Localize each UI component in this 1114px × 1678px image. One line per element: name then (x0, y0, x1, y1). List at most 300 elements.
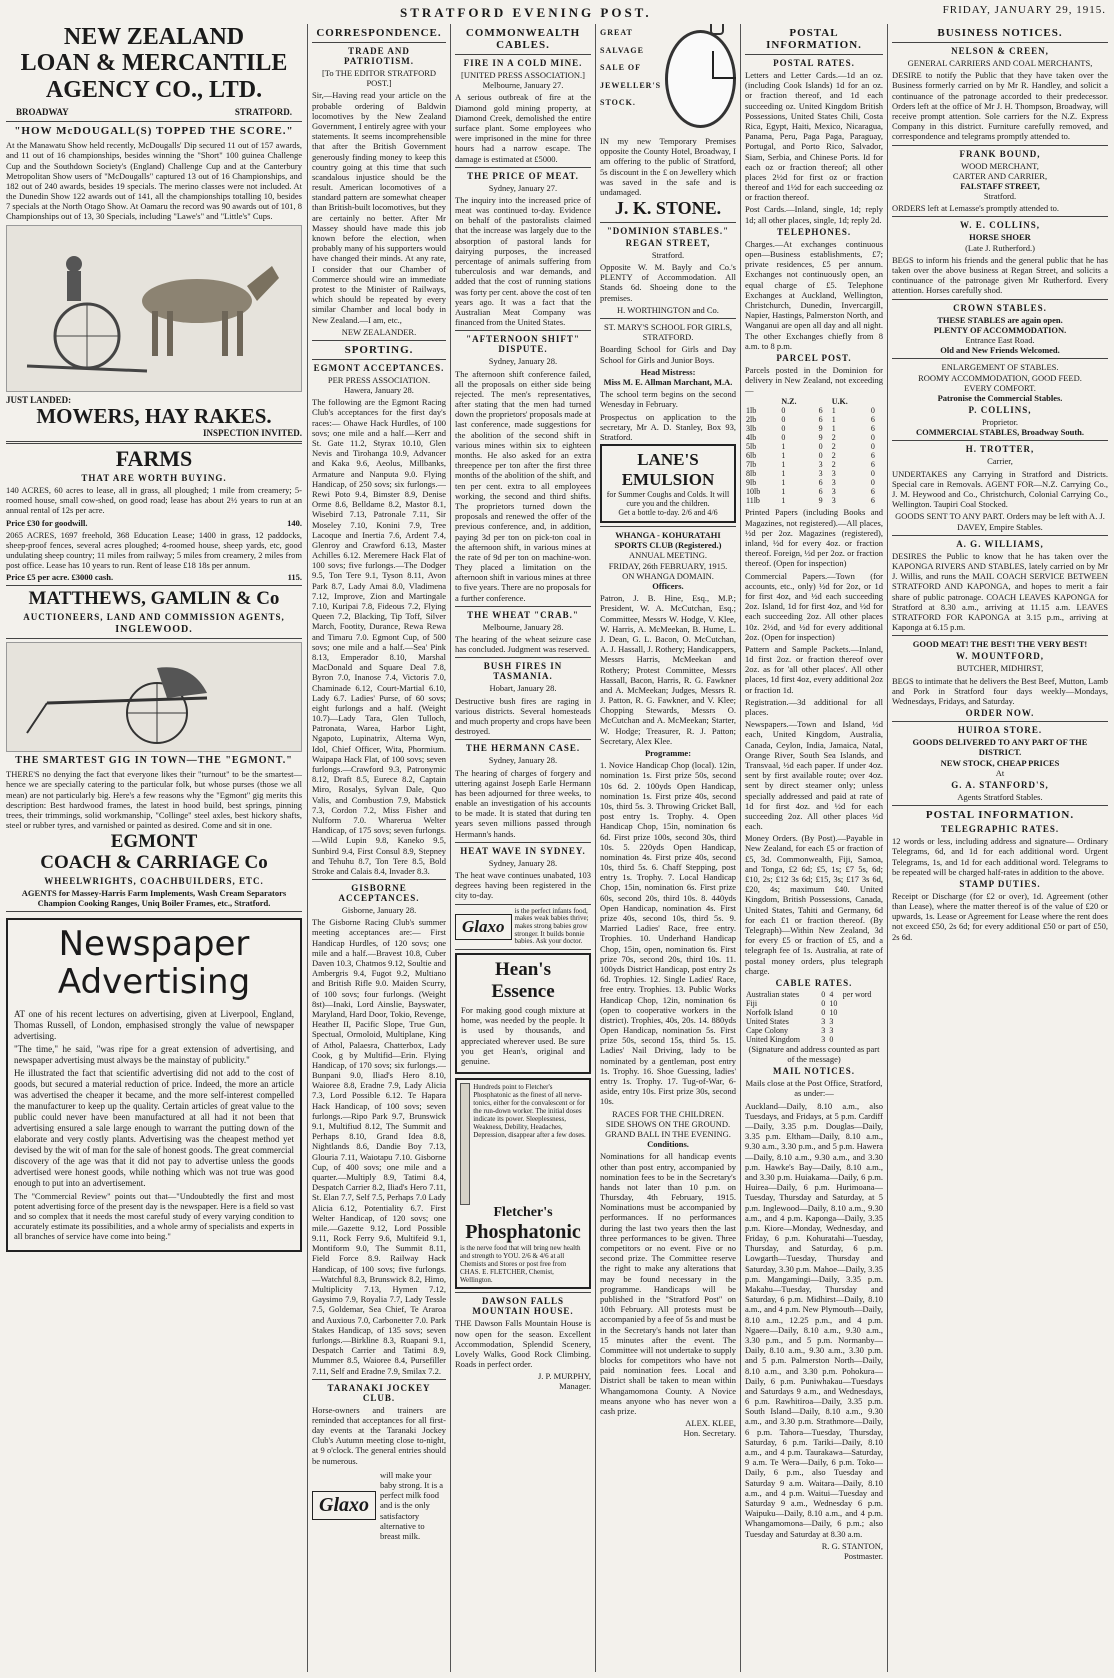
matthews-role: AUCTIONEERS, LAND AND COMMISSION AGENTS, (23, 612, 285, 623)
bush-title: BUSH FIRES IN TASMANIA. (483, 661, 563, 682)
races-children: RACES FOR THE CHILDREN. (612, 1108, 724, 1119)
table-cell: 0 (781, 406, 786, 416)
telegraph-heading: TELEGRAPHIC RATES. (940, 824, 1060, 835)
per-press: PER PRESS ASSOCIATION. (327, 374, 431, 385)
matthews-town: INGLEWOOD. (115, 624, 193, 636)
table-cell: 1 (781, 487, 786, 497)
table-row (745, 1035, 883, 1044)
inspection-invited: INSPECTION INVITED. (202, 427, 302, 438)
table-cell: 3 (831, 496, 836, 506)
farm-item-1-price: Price £30 for goodwill. (6, 517, 88, 528)
table-cell: 3 (821, 1034, 826, 1044)
afternoon-date: Sydney, January 28. (488, 356, 558, 367)
table-row (745, 487, 883, 496)
table-cell: Australian states (746, 989, 800, 999)
mountford-body: BEGS to intimate that he delivers the Best Beef, Mutton, Lamb and Pork in Stratford four days weekly—Mondays, Wednesdays, Fridays, and Saturday. (892, 675, 1108, 706)
table-header-cell (818, 397, 831, 406)
annual-meeting: ANNUAL MEETING. (628, 550, 708, 561)
postal2-heading: POSTAL INFORMATION. (925, 809, 1075, 822)
table-cell: 0 (870, 433, 875, 443)
telephones-body: Charges.—At exchanges continuous open—Business establishments, £7; private residences, £5 per annum. Exchanges not continuously open, an equal charge of £5. Telephone Exchanges at Auckland, Wellington, Christchurch, Dunedin, Invercargill, Napier, Hastings, Palmerston North, and Wanganui are open all day and all night. The other Exchanges chiefly from 8 a.m. to 8 p.m. (745, 238, 883, 351)
table-cell: Fiji (746, 998, 758, 1008)
nz-loan-address-left: BROADWAY (16, 107, 69, 118)
farms-title: FARMS (115, 445, 193, 471)
postmaster-sign: R. G. STANTON, (821, 1540, 883, 1551)
table-cell: 9lb (746, 478, 757, 488)
gisborne-title: GISBORNE ACCEPTANCES. (338, 883, 420, 904)
crown-welcome: Old and New Friends Welcomed. (940, 345, 1060, 356)
table-cell: 8lb (746, 469, 757, 479)
officers-body: Patron, J. B. Hine, Esq., M.P.; President, W. A. McCutchan, Esq.; Committee, Messrs W. Hodge, V. Klee, W. Harris, A. McMeekan, B. Hume, L. J. Dean, G. L. Bacon, O. McCutchan, A. J. Hassall, J. Rothery; Handicappers, Messrs Harris, McMeekan and Rothery; Protest Committee, Messrs Hassall, Bacon, Harris, R. G. Fawkner and A. McMeekan; Judges, Messrs R. J. Patton, R. G. Fawkner, and V. Klee; Chopping Stewards, Messrs O. McCutchan and A. McMeekan; Starter, W. Hodge; Treasurer, R. J. Patton; Secretary, Alex Klee. (600, 593, 736, 746)
head-name: Miss M. E. Allman Marchant, M.A. (603, 376, 733, 387)
meat-date: Sydney, January 27. (488, 182, 558, 193)
egmont-acceptances-title: EGMONT ACCEPTANCES. (313, 362, 445, 373)
crown-name: CROWN STABLES. (953, 302, 1047, 313)
table-cell: 0 (781, 433, 786, 443)
annual-date: FRIDAY, 26th FEBRUARY, 1915. (608, 560, 728, 571)
nelson-body: DESIRE to notify the Public that they have taken over the Business formerly carried on by Mr R. Handley, and solicit a continuance of the patronage accorded to their predecessor. Orders left at the office of Mr J. H. Thompson, Broadway, will receive prompt attention. Sole carriers for the N.Z. Express Company in this district. Furniture carefully removed, and correspondence and telegrams promptly attended to. (892, 70, 1108, 142)
collins-late: (Late J. Rutherford.) (965, 242, 1035, 253)
newspaper-p3: He illustrated the fact that scientific advertising did not add to the cost of goods, but secured a material reduction of price. Indeed, the more an article was advertised the cheaper it became, and the more self-interest compelled the manufacturer to keep up the quality. Certain articles of great value to the public could never have been manufactured at all had it not been that advertising ensured a sale large enough to warrant the putting down of the elaborate and very costly plants. Advertising was the cheapest method yet devised by the wit of man for the sale of honest goods. The great commercial discovery of the age was that it did not pay to advertise unless the goods advertised were honest goods, while nothing which was not true was good enough to put into an advertisement. (14, 1068, 294, 1188)
table-cell: 6 (818, 406, 823, 416)
trotter-carrier: Carrier, (987, 456, 1013, 467)
nz-loan-line2: LOAN & MERCANTILE (20, 50, 288, 77)
table-cell: 10 (829, 1007, 838, 1017)
hermann-body: The hearing of charges of forgery and uttering against Joseph Earle Hermann has been adjourned for three weeks, to enable an investigation of his accounts to be made. It is stated that during ten years seven millions passed through Hermann's hands. (455, 767, 591, 839)
table-cell: 2 (831, 433, 836, 443)
newspapers-body: Newspapers.—Town and Island, ½d each, United Kingdom, Australia, Canada, Ceylon, India, Jamaica, Natal, Orange River, South Sea Islands, and Transvaal, ½d each paper. If under 4oz. sent by first available route; over 4oz. sent by direct steamer only; unless specially addressed and paid at rate of 1d for first 4oz. and ½d for each succeeding 2oz. All other places ½d each. (745, 719, 883, 832)
registration-body: Registration.—3d additional for all places. (745, 696, 883, 717)
parcel-heading: PARCEL POST. (776, 352, 852, 363)
farm-item-1-no: 140. (287, 517, 302, 528)
table-cell: 6 (818, 478, 823, 488)
frank-name: FRANK BOUND, (959, 148, 1041, 159)
table-row (745, 999, 883, 1008)
table-row (745, 478, 883, 487)
newspaper-advertising-box (6, 918, 302, 1251)
column-5 (745, 24, 883, 1672)
hermann-title: THE HERMANN CASE. (465, 743, 581, 754)
dawson-role: Manager. (559, 1381, 591, 1392)
hawera-date: Hawera, January 28. (344, 385, 414, 396)
crown-plenty: PLENTY OF ACCOMMODATION. (933, 324, 1067, 335)
dawson-title: DAWSON FALLS MOUNTAIN HOUSE. (472, 1296, 574, 1317)
conditions-body: Nominations for all handicap events other than post entry, accompanied by nomination fees to be in the Secretary's hands not later than 10 p.m. on Thursday, 4th February, 1915. Nominations must be accompanied by performances. If no performances during the last two years then the last three performances to be given. Three competitors or no event. Five or no second prize. The Committee reserve the right to make any alterations that may be found necessary in the programme. Handicaps will be published in the "Stratford Post" on 10th February. All protests must be accompanied by a fee of 5s and must be in the Secretary's hands not later than 15 minutes after the event. The Committee will not undertake to supply blocks for competitors who have not paid nomination fees. Local and District shall be taken to mean within Whangamomona County. A Novice means anyone who has never won a cash prize. (600, 1151, 736, 1417)
table-cell: 6 (870, 496, 875, 506)
fire-body: A serious outbreak of fire at the Diamond gold mining property, at Diamond Creek, demolished the entire surface plant. Some employees who were imprisoned in the mine for three hours had a narrow escape. The damage is estimated at £5000. (455, 92, 591, 164)
post-cards-body: Post Cards.—Inland, single, 1d; reply 1d; all other places, single, 1d; reply 2d. (745, 204, 883, 225)
table-row (745, 433, 883, 442)
masthead (0, 0, 1114, 22)
table-row (745, 1008, 883, 1017)
cable-heading: CABLE RATES. (775, 977, 853, 988)
table-header-cell (870, 397, 883, 406)
telegraph-body: 12 words or less, including address and signature— Ordinary Telegrams, 6d, and 1d for each additional word. Urgent Telegrams, 1s, and 1d for each additional word. Telegrams to be repeated will be charged half-rates in addition to the above. (892, 836, 1108, 877)
masthead-title: STRATFORD EVENING POST. (400, 5, 652, 20)
column-6 (892, 24, 1108, 1672)
table-header (745, 397, 883, 406)
grand-ball: GRAND BALL IN THE EVENING. (605, 1128, 731, 1139)
just-landed: JUST LANDED: (6, 394, 72, 405)
mail-body: Auckland—Daily, 8.10 a.m., also Tuesdays, and Fridays, at 5 p.m. Cardiff—Daily, 3.35 p.m. Douglas—Daily, 3.35 p.m. Eltham—Daily, 8.10 a.m., 9.30 a.m., 3.30 p.m., and 5 p.m. Hawera—Daily, 8.10 a.m., 9.30 a.m., and 3.30 p.m. Hawke's Bay—Daily, 8.10 a.m., and 3.30 p.m. Huiakama—Daily, 6 p.m. Huirea—Daily, 6 p.m. Hurimoana—Tuesday, Thursday and Saturday, at 5 p.m. Inglewood—Daily, 8.10 a.m., 9.30 a.m., and 4 p.m. Kaponga—Daily, 3.35 p.m. Kiore—Monday, Wednesday, and Friday, 6 p.m. Kohuratahi—Tuesday, Thursday, and Saturday, 6 p.m. Lowgarth—Tuesday, Thursday and Saturday, 3.30 p.m. Mahoe—Daily, 3.35 p.m. Mangamingi—Daily, 3.35 p.m. Makahu—Tuesday, Thursday and Saturday, 6 p.m. Midhirst—Daily, 8.10 a.m., and 4 p.m. New Plymouth—Daily, 8.10 a.m., 12.25 p.m., and 4 p.m. Ngaere—Daily, 8.10 a.m., 9.30 a.m., 3.30 p.m., and 5 p.m. Normanby—Daily, 8.10 a.m., 9.30 a.m., 3.30 p.m. and 5 p.m. Palmerston North—Daily, 8.10 a.m., and 3.30 p.m. Pohokura—Daily, 6 p.m. Puniwhakau—Tuesdays and Saturdays 9 a.m., and Wednesdays, 6 p.m. Rawhitiroa—Daily, 3.35 p.m. South Island—Daily, 8.10 a.m., 9.30 a.m., and 3.30 p.m. Strathmore—Daily, 6 p.m. Tahora—Tuesday, Thursday, Saturday, 6 p.m. Tariki—Daily, 8.10 a.m., and 4 p.m. Taurakawa—Saturday, 9 a.m. Te Wera—Daily, 6 p.m. Toko—Daily, 6 p.m., also Tuesday and Saturday 9 a.m. Waitara—Daily, 8.10 a.m., and 4 p.m. Waitui—Tuesday and Saturday 9 a.m., Wednesday 6 p.m. Waipuku—Daily, 8.10 a.m., and 4 p.m. Whangamomona—Daily, 6 p.m.; also Tuesday and Saturday at 8.30 a.m. (745, 1100, 883, 1539)
crown-open: THESE STABLES are again open. (937, 314, 1063, 325)
commercial-stables: COMMERCIAL STABLES, Broadway South. (915, 427, 1085, 438)
newspaper-p4: The "Commercial Review" points out that—"Undoubtedly the first and most potent advertising force of the present day is the newspaper. Here is a field so vast and so complex that it needs the most careful study of every varying condition to accurately estimate its possibilities, and a whole army of specialists and experts in all branches of service have come into being." (14, 1190, 294, 1242)
table-row (745, 1017, 883, 1026)
glaxo-text: will make your baby strong. It is a perfect milk food and is the only satisfactory alternative to breast milk. (380, 1469, 444, 1541)
pocket-watch-icon (665, 30, 736, 128)
table-cell: 6 (870, 487, 875, 497)
dawson-body: THE Dawson Falls Mountain House is now open for the season. Excellent Accommodation, Splendid Scenery, Lovely Walks, Good Rock Climbing. Roads in perfect order. (455, 1318, 591, 1370)
letters-body: Letters and Letter Cards.—1d an oz. (including Cook Islands) 1d for an oz. or fraction thereof, and 1d each succeeding oz. United Kingdom British Possessions, United States Chili, Costa Rica, Egypt, Haiti, Mexico, Nicaragua, Panama, Peru, Paga Paga, Paraguay, Portugal, and Porto Rico, Salvador, Siam, Serbia, and Chinese Ports. Id for each oz or fraction thereof; all other places 2½d for first oz or fraction thereof and 1½d for each succeeding oz or fraction thereof. (745, 70, 883, 203)
bush-date: Hobart, January 28. (489, 683, 557, 694)
egmont-brand-1: EGMONT (110, 831, 198, 853)
table-cell: 0 (821, 989, 826, 999)
postmaster-role: Postmaster. (844, 1550, 883, 1561)
heat-title: HEAT WAVE IN SYDNEY. (460, 845, 586, 856)
store-name: HUIROA STORE. (957, 725, 1043, 736)
table-cell: 6 (870, 424, 875, 434)
table-cell: 3 (831, 469, 836, 479)
table-cell: 0 (781, 415, 786, 425)
table-cell: 3 (821, 1016, 826, 1026)
taranaki-title: TARANAKI JOCKEY CLUB. (327, 1382, 431, 1403)
horse-mower-icon (7, 226, 301, 391)
table-cell: 11lb (746, 496, 760, 506)
table-cell: 1 (781, 478, 786, 488)
frank-sub: WOOD MERCHANT, (961, 160, 1039, 171)
farms-ad (6, 447, 302, 583)
bush-body: Destructive bush fires are raging in various districts. Several homesteads and much property and crops have been destroyed. (455, 695, 591, 737)
glaxo-side: is the perfect infants food, makes weak babies thrive; makes strong babies grow stronger. It builds bonnie babies. Ask your doctor. (514, 906, 589, 946)
egmont-sub: WHEELWRIGHTS, COACHBUILDERS, ETC. (44, 876, 264, 887)
table-row (745, 460, 883, 469)
table-row (745, 415, 883, 424)
lanes-price: Get a bottle to-day. 2/6 and 4/6 (618, 508, 718, 518)
table-cell: 3 (818, 469, 823, 479)
mail-heading: MAIL NOTICES. (772, 1066, 856, 1077)
whanga-sign-role: Hon. Secretary. (683, 1428, 736, 1439)
table-header-cell (745, 397, 780, 406)
whanga-title: WHANGA - KOHURATAHI SPORTS CLUB (Registered.) (614, 530, 722, 551)
dawson-sign: J. P. MURPHY, (538, 1371, 591, 1382)
table-row (745, 451, 883, 460)
table-row (745, 442, 883, 451)
phos-side: Hundreds point to Fletcher's Phosphatonic as the finest of all nerve-tonics, either for the convalescent or for the run-down worker. The initial doses indicate its power. Sleeplessness, Weakness, Debility, Headaches, Depression, disappear after a few doses. (473, 1083, 586, 1140)
gig-illustration (6, 642, 302, 752)
table-cell: 3 (829, 1016, 834, 1026)
table-cell: 3 (818, 460, 823, 470)
table-cell: 0 (821, 998, 826, 1008)
pcollins-prop: Proprietor. (981, 417, 1019, 428)
money-body: Money Orders. (By Post).—Payable in New Zealand, for each £5 or fraction of £5, 3d. Commonwealth, Fiji, Samoa, and Tonga, £2 6d; £5, 1s; £7 5s, 6d; £10, 2s; £12 3s 6d; £15, 3s; £17 3s 6d, £20, 4s; maximum £40. United Kingdom, British Possessions, Canada, United States, Tahiti and Germany, 6d for each £1 or fraction thereof. (By Telegraph)—Within New Zealand, 3d for every £5 or fraction of £5, and a telegraph fee of 1s. Australia, at rate of postal money orders, plus telegraph charge. (745, 833, 883, 976)
table-row (745, 424, 883, 433)
table-cell: 0 (870, 442, 875, 452)
phosphatonic-box (455, 1078, 591, 1289)
table-row (745, 496, 883, 505)
table-cell: 0 (781, 424, 786, 434)
programme-heading: Programme: (644, 748, 692, 759)
table-cell: 0 (829, 1034, 834, 1044)
telephones-heading: TELEPHONES. (776, 226, 852, 237)
heans-body: For making good cough mixture at home, was needed by the people. It is used by thousands, and appreciated wherever used. Be sure you get Hean's, original and genuine. (461, 1005, 585, 1066)
table-cell: 2 (831, 451, 836, 461)
farm-item-2-no: 115. (287, 572, 302, 583)
egmont-acceptances-body: The following are the Egmont Racing Club's acceptances for the first day's races:— Ohawe Hack Hurdles, of 100 sovs; one mile and a half.—Kerr and St. Gate 11.2, Styrax 10.10, Glen Nevis and Tirohanga 10.9, Advancer and Kaka 9.6, Aeolus, Millbanks, Armature and Nanputa 9.0. Flying Handicap, of 250 sovs; six furlongs.—Rewi Poto 9.4, Bimster 8.9, Denise Orme 8.6, Belldame 8.2, Mastor 8.1, Wisebird 7.13, Patronale 7.11, Sir Moseley 7.10, Konini 7.9, Tree Lacoque and Inertia 7.6, Ardent 7.4, Glenroy and Crawford 6.13, Master Achilles 6.12. Meremere Hack Flat of 100 sovs; five furlongs.—The Dodger 9.5, Ton Tere 9.1, Tyson 8.11, Avon Park 8.7, Lady Amai 8.0, Vladimena 7.12, Improve, Zion and Martingale 7.10, Kuripai 7.8, Fideous 7.2, Flying Queen 7.2, Blacking, Tip Toff, Silver March, Footity, Durance, Rewa Rewa and Timaru 7.0. Egmont Cup, of 500 sovs; one mile and a half.—Sea' Pink 8.13, Emperador 8.10, Marshal MacDonald and Square Deal 7.8, Byron 7.0, Inanose 7.4, Victoris 7.0, Chaminade 6.12, Court-Martial 6.10, Lady 6.7. Ladies' Purse, of 60 sovs; eight furlongs and a half. (Weight 10.7)—Lady Tara, Glen Tulloch, Patronata, Warea, Harbor Light, Ngapoto, Lupinatrix, Alterna Wyn, Idol, Chief Officer, Wita, Phormium. Waipapa Hack Flat, of 100 sovs; seven furlongs.—Crawford 9.3, Patronymic 8.12, Draft 8.5, Eurece 8.2, Captain Miro, Rosalys, Sylvan Dale, Quo Valis, and Combustion 7.9, Mabstick 7.3, Cordon 7.2, Miss Fisher and Nulform 7.0. Wharerua Welter Handicap, of 175 sovs; seven furlongs.—Wild Lupin 9.8, Kaneko 9.5, Sunbird 9.4, First Consul 8.9, Stepney and Tehuhu 8.7, Ton Tere 8.5, Bold Stroke and Calais 8.4, Invader 8.3. (312, 397, 446, 876)
collins-sub: HORSE SHOER (969, 232, 1031, 243)
stone-name: J. K. STONE. (614, 198, 722, 219)
table-cell: 5lb (746, 442, 757, 452)
table-cell: 3 (831, 478, 836, 488)
table-cell (842, 1017, 883, 1026)
trade-body: Sir,—Having read your article on the probable ordering of Baldwin locomotives by the New Zealand Government, I entirely agree with your statements. It seems incomprehensible that after the British Government generously finding money to keep this country going at this time that such scandalous injustice should be the result. American locomotives of a standard pattern are somewhat cheaper than British-built locomotives, but they are certainly no better. After Mr Massey should have made this job known before the election, when probably many of his supporters would have changed their minds. At any rate, I consider that our Chamber of Commerce should wire an immediate protest to the Minister of Railways, which should be repeated by every similar Chamber and local body in New Zealand.—I am, etc., (312, 90, 446, 325)
column-rule (595, 24, 596, 1672)
meat-title: THE PRICE OF MEAT. (467, 170, 579, 181)
lanes-title: LANE'S EMULSION (621, 450, 715, 490)
new-stock: NEW STOCK, CHEAP PRICES (940, 757, 1060, 768)
table-cell: 0 (818, 451, 823, 461)
frank-sub2: CARTER AND CARRIER, (952, 170, 1048, 181)
column-rule (307, 24, 308, 1672)
fire-press: [UNITED PRESS ASSOCIATION.] (461, 70, 585, 80)
table-cell: 1 (781, 496, 786, 506)
table-cell: 0 (821, 1007, 826, 1017)
school-title: ST. MARY'S SCHOOL FOR GIRLS, STRATFORD. (603, 322, 733, 343)
table-cell (842, 1008, 883, 1017)
pcollins-name: P. COLLINS, (968, 405, 1032, 416)
column-rule (887, 24, 888, 1672)
phos-name: Phosphatonic (465, 1221, 581, 1244)
trade-sign: NEW ZEALANDER. (341, 326, 417, 337)
table-cell: 1 (831, 424, 836, 434)
stock-body: IN my new Temporary Premises opposite the County Hotel, Broadway, I am offering to the public of Stratford, 5s discount in the £ on Jewellery which was saved in the safe and is undamaged. (600, 136, 736, 197)
column-rule (740, 24, 741, 1672)
nz-loan-line1: NEW ZEALAND (63, 24, 245, 50)
taranaki-body: Horse-owners and trainers are reminded that acceptances for all first-day events at the Taranaki Jockey Club's Autumn meeting close to-night, at 9 o'clock. The general entries should be numerous. (312, 1404, 446, 1466)
agents-label: Agents Stratford Stables. (957, 791, 1043, 802)
enlarge: ENLARGEMENT OF STABLES. (941, 362, 1059, 373)
table-cell: 2 (831, 460, 836, 470)
farm-item-2: 2065 ACRES, 1697 freehold, 368 Education Lease; 1400 in grass, 12 paddocks, sheep-proof fences, several acres ploughed; 4-roomed house, sheep yards, etc, good undulating sheep country; 11 miles from railway; 5 miles from creamery, 2 miles from post office. Lease has 10 years to run. Rent of lease £18 18s per annum. (6, 529, 302, 571)
table-header-cell: N.Z. (781, 397, 797, 407)
table-cell: 2 (831, 442, 836, 452)
table-cell: 3 (821, 1025, 826, 1035)
meat-body: The inquiry into the increased price of meat was continued to-day. Evidence on behalf of the pastoralists claimed that the increase was largely due to the absorption of pastoral lands for dairying purposes, the increased percentage of animals suffering from tuberculosis and war demands, and added that the cost of running stations was forty per cent. above the cost of ten years ago. It was a fact that the Australian Meat Company was financed from the United States. (455, 194, 591, 328)
heat-body: The heat wave continues unabated, 103 degrees having been registered in the city to-day. (455, 870, 591, 901)
table-cell: Cape Colony (746, 1025, 788, 1035)
nz-loan-body: At the Manawatu Show held recently, McDougalls' Dip secured 11 out of 157 awards, and 11 out of 16 championships, besides winning the "Short" 100 guinea Challenge Cup and the Southdown Society's (England) Challenge Cup and at the Canterbury Metropolitan Show users of "McDougalls" captured 13 out of 16 Championships, and 182 out of 240 awards, besides 19 specials. The merino classes were not included. At the Dunedin Show 122 awards out of 141, all the championships totalling 10, besides 7 specials at the North Otago Show. At Oamaru the record was 90 awards out of 101, 8 Championships out of 13, 30 Specials, including "Lawe's" and "Little's" Cups. (6, 140, 302, 222)
frank-addr: FALSTAFF STREET, (960, 180, 1040, 191)
matthews-name: MATTHEWS, GAMLIN & Co (28, 588, 280, 610)
collins-name: W. E. COLLINS, (960, 220, 1040, 231)
table-row (745, 990, 883, 999)
column-4 (600, 24, 736, 1672)
lanes-box (600, 444, 736, 523)
nelson-name: NELSON & CREEN, (951, 46, 1049, 56)
table-row (745, 406, 883, 415)
whanga-domain: ON WHANGA DOMAIN. (622, 570, 714, 581)
table-cell: 3lb (746, 424, 757, 434)
egmont-brand-2: COACH & CARRIAGE Co (40, 852, 268, 874)
wheat-title: THE WHEAT "CRAB." (467, 609, 579, 620)
table-cell: 6lb (746, 451, 757, 461)
sale-label: SALE OF (600, 63, 642, 73)
column-1 (6, 24, 302, 1672)
mower-illustration (6, 225, 302, 392)
regan-street: REGAN STREET, (625, 237, 711, 248)
school-prosp: Prospectus on application to the secretary, Mr A. D. Stanley, Box 93, Stratford. (600, 411, 736, 442)
commonwealth-heading: COMMONWEALTH CABLES. (465, 27, 581, 51)
table-cell: Norfolk Island (746, 1007, 793, 1017)
salvage-label: SALVAGE (600, 45, 644, 55)
fire-date: Melbourne, January 27. (482, 80, 564, 91)
officers-heading: Officers. (652, 581, 684, 592)
every-comfort: EVERY COMFORT. (964, 382, 1036, 393)
cable-table (745, 990, 883, 1044)
table-cell: 10 (829, 998, 838, 1008)
wheat-date: Melbourne, January 28. (482, 621, 564, 632)
table-cell: 1 (781, 460, 786, 470)
table-cell: 6 (870, 451, 875, 461)
frank-body: ORDERS left at Lemasse's promptly attended to. (892, 203, 1060, 214)
lanes-sub: for Summer Coughs and Colds. It will cure you and the children. (606, 490, 730, 509)
table-header-cell: U.K. (831, 397, 848, 407)
table-row (745, 1026, 883, 1035)
table-cell: 9 (818, 424, 823, 434)
table-cell: 6 (818, 415, 823, 425)
table-row (745, 469, 883, 478)
glaxo-logo-icon: Glaxo (312, 1491, 376, 1520)
stamp-heading: STAMP DUTIES. (959, 878, 1041, 889)
table-cell: 0 (818, 442, 823, 452)
business-heading: BUSINESS NOTICES. (937, 27, 1063, 39)
conditions-heading: Conditions. (647, 1139, 689, 1150)
phos-brand: Fletcher's (493, 1205, 553, 1221)
table-cell (842, 999, 883, 1008)
school-term: The school term begins on the second Wenesday in February. (600, 389, 736, 410)
newspaper-p1: AT one of his recent lectures on advertising, given at Liverpool, England, Thomas Russell, of London, emphasised strongly the value of newspaper advertising. (14, 1009, 294, 1042)
dominion-body: Opposite W. M. Bayly and Co.'s PLENTY of Accommodation. All Stands 6d. Shoeing done to the premises. (600, 262, 736, 303)
table-cell: 0 (870, 406, 875, 416)
table-cell (842, 1035, 883, 1044)
egmont-agents: AGENTS for Massey-Harris Farm Implements, Wash Cream Separators Champion Cooking Ranges, Uniq Boiler Frames, etc., Stratford. (21, 888, 287, 909)
bottle-icon (460, 1083, 470, 1205)
patronise: Patronise the Commercial Stables. (937, 392, 1063, 403)
jewellers-label: JEWELLER'S (600, 80, 662, 90)
hermann-date: Sydney, January 28. (488, 755, 558, 766)
roomy: ROOMY ACCOMMODATION, GOOD FEED. (918, 372, 1082, 383)
gisborne-body: The Gisborne Racing Club's summer meeting acceptances are:— First Handicap Hurdles, of 120 sovs; one mile and a half.—Bravest 10.8, Cuber Daven 10.3, Chatmos 9.12, Soultie and Ambergris 9.4, Fugot 9.2, Multiano and British Rifle 9.0. Maiden Scurry, of 100 sovs; four furlongs. (Weight 8st)—Inaki, Lord Ainslie, Bayswater, Maryland, Hard Door, Tokio, Revenge, Heather II, Pacific Slope, True Gun, Spectual, Ormoloid, Multiplane, King of Athol, Palaesra, Chatterbox, Lady Cook, g by Multifid—Erin. Flying Handicap, of 170 sovs; six furlongs.—Bunpani 9.0, Iliad's Hero 8.10, Waioree 8.8, Eradne 7.9, Lady Alicia 7.3, Lord Possible 6.12. Te Hapara Hack Handicap, of 100 sovs; seven furlongs.—Ripo Park 9.7, Brunswick 9.1, Multifiud 8.12, The Summit and Perhaps 8.10, Grand Idea 8.8, Nightlands 8.6, Dandie Boy 7.13, Glouria 7.11, Waiotapu 7.10. Gisborne Cup, of 400 sovs; one mile and a quarter.—Multiply 8.9, Tatimi 8.4, Despatch Carrier 8.2, Iliad's Hero 7.11, St. Elan 7.7, Self 7.5, Perhaps 7.0 Lady Alicia 6.12, Potentiality 6.7. First Welter Handicap, of 120 sovs; one mile.—Gazette 9.12, Lord Possible 9.11, Rock Ferry 9.6, Multifeid 9.1, Montiform 9.0, The Summit 8.11, Field Force 8.9. Railway Hack Handicap, of 100 sovs; five furlongs.—Watchful 8.3, Brunswick 8.2, Himo, Multiplicity 7.13, Hymen 7.12, Gaysimo 7.9, Royalia 7.7, Lady Tessle 7.5, Goldemar, Sea Chief, Te Araroa and Auxious 7.0, Carbonetter 7.0. Park Stakes Handicap, of 135 sovs; seven furlongs.—Birkline 8.3, Ruapani 9.1, Despatch Carrier and Tatimi 8.9, Mummer 8.5, Waioree 8.4, Pursefiller 7.11, Self and Eradne 7.9, Smilax 7.2. (312, 917, 446, 1376)
stamp-body: Receipt or Discharge (for £2 or over), 1d. Agreement (other than Lease), where the matter thereof is of the value of £20 or upwards, 1s. Lease or Agreement for Lease where the rent does not exceed £50, 2s 6d; for every additional £50 or part of £50, 2s 6d. (892, 890, 1108, 942)
side-shows: SIDE SHOWS ON THE GROUND. (605, 1118, 731, 1129)
glaxo-logo-icon: Glaxo (455, 914, 512, 940)
stanford-name: G. A. STANFORD'S, (951, 779, 1049, 790)
postal-heading: POSTAL INFORMATION. (766, 27, 862, 51)
table-cell: 6 (870, 415, 875, 425)
trotter-body: UNDERTAKES any Carrying in Stratford and Districts. Special care in Removals. AGENT FOR—N.Z. Carrying Co., J. M. Heywood and Co., Christchurch, Colonial Carrying Co., Wellington. Taupiri Coal Stocked. (892, 468, 1108, 510)
table-cell: 7lb (746, 460, 757, 470)
column-3 (455, 24, 591, 1672)
newspaper-p2: "The time," he said, "was ripe for a great extension of advertising, and newspaper advertising must always be the mainstay of publicity." (14, 1044, 294, 1066)
good-meat: GOOD MEAT! THE BEST! THE VERY BEST! (912, 639, 1088, 650)
order-now: ORDER NOW. (965, 708, 1035, 719)
egmont-headline: THE SMARTEST GIG IN TOWN—THE "EGMONT." (15, 755, 293, 767)
pattern-body: Pattern and Sample Packets.—Inland, 1d first 2oz. or fraction thereof over 2oz. as for 'all other places'. All other places, 1d first 4oz, every additional 2oz or fraction 1d. (745, 643, 883, 695)
nz-loan-ad (6, 24, 302, 438)
table-cell: 2lb (746, 415, 757, 425)
table-cell (842, 1026, 883, 1035)
table-cell: 4 (829, 989, 834, 999)
stock-label: STOCK. (600, 98, 636, 108)
cable-note: (Signature and address counted as part of the message) (748, 1043, 880, 1065)
programme-body: 1. Novice Handicap Chop (local). 12in, nomination 1s. First prize 50s, second 10s 6d. 2. 100yds Open Handicap, nomination 1s. First prize 40s, second 10s, third 5s. 3. Throwing Cricket Ball, post entry 1s. Trophy. 4. Open Handicap Chop, 15in, nomination 6s 6d. First prize 100s, second 30s, third 10s. 5. 220yds Open Handicap, nomination 4s. First prize 40s, second 10s, third 5s. 6. Chaff Stepping, post entry 1s. Trophy. 7. Local Handicap Chop, 15in, nomination 6s. First prize 60s, second 20s, third 10s. 8. 440yds Open Handicap, nomination 4s. First prize 40s, second 10s, third 5s. 9. Married Ladies' Race, free entry. Trophies. 10. Underhand Handicap Chop, 15in, open, nomination 6s. First prize 70s, second 20s, third 10s. 11. 100yds District Handicap, post entry 2s 6d. Trophies. 12. Single Ladies' Race, free entry. Trophies. 13. Public Works Handicap Chop, 12in, nomination 6s (open to cooperative workers in the district). Trophies, 40s, 20s. 14. 880yds Open Handicap, nomination 5s. First prize 50s, second 15s, third 5s. 15. Ladies' Nail Driving, lady to be nominated by a gentleman, post entry 1s. Trophy. 16. Shoe Guessing, ladies' entry 1s. Trophy. 17. Tug-of-War, 6-aside, entry 10s. First prize 30s, second 10s. (600, 760, 736, 1107)
whanga-sign: ALEX. KLEE, (685, 1418, 736, 1429)
parcel-body: Parcels posted in the Dominion for delivery in New Zealand, not exceeding— (745, 364, 883, 396)
table-cell: United Kingdom (746, 1034, 800, 1044)
nz-loan-headline: "HOW McDOUGALL(S) TOPPED THE SCORE." (14, 125, 294, 138)
masthead-date: FRIDAY, JANUARY 29, 1915. (942, 4, 1106, 16)
afternoon-title: "AFTERNOON SHIFT" DISPUTE. (466, 334, 580, 355)
table-cell: 1 (831, 406, 836, 416)
phos-foot: is the nerve food that will bring new health and strength to YOU. 2/6 & 4/6 at all Chemists and Stores or post free from CHAS. E. FLETCHER, Chemist, Wellington. (460, 1244, 581, 1285)
table-cell: 0 (870, 469, 875, 479)
column-rule (450, 24, 451, 1672)
afternoon-body: The afternoon shift conference failed, all the proposals on either side being rejected. The men's representatives, after stating that the men had turned down the proprietors' proposals made at last conference, made suggestions for the abolition of the second shift in various mines within six to eighteen months. He also asked for an extra threepence per ton after the first three months of the abolition of the shift, and ten per cent. extra to all employees working, the second and third shifts. The proprietors turned down the proposals and renewed the offer of the previous conference, and, in addition, paying 3d per ton on pick-ton coal in the afternoon shift, in various mines at the rate of 9d per ton on machine-won. They placed a limitation on the afternoon shift in various mines at three to five years. There are no proposals for a further conference. (455, 368, 591, 603)
table-cell: 1lb (746, 406, 757, 416)
newspaper-advertising-title-1: Newspaper (58, 924, 250, 965)
regan-town: Stratford. (651, 249, 685, 260)
parcel-table (745, 397, 883, 505)
wheat-body: The hearing of the wheat seizure case has concluded. Judgment was reserved. (455, 634, 591, 655)
correspondence-heading: CORRESPONDENCE. (316, 27, 442, 39)
table-cell: 3 (831, 487, 836, 497)
frank-town: Stratford. (983, 191, 1017, 202)
table-cell: 9 (818, 433, 823, 443)
mountford-name: W. MOUNTFORD, (956, 651, 1044, 662)
table-cell: United States (746, 1016, 789, 1026)
egmont-body: THERE'S no denying the fact that everyone likes their "turnout" to be the smartest—hence we are specially catering to the particular folk, but whose purses (those we all mean) are not particularly big. Here's a few reasons why the "Egmont" gig merits this description: Best hardwood frames, the latest in hood build, best springs, pinning trees, their trimmings, solid workmanship, "Collinge" steel axles, best hickory shafts, steel or rubber tyres, and varnished or painted as desired. Come and sit in one. (6, 769, 302, 831)
crown-entrance: Entrance East Road. (965, 334, 1035, 345)
trade-title: TRADE AND PATRIOTISM. (344, 46, 414, 66)
table-cell: 10lb (746, 487, 761, 497)
great-label: GREAT (600, 28, 633, 37)
heans-title: Hean's Essence (491, 959, 555, 1002)
farm-item-1: 140 ACRES, 60 acres to lease, all in grass, all ploughed; 1 mile from creamery; 5-roomed house, small cow-shed, on good road; lease has about 2½ years to run at an annual rental of 12s per acre. (6, 484, 302, 516)
table-cell: 4lb (746, 433, 757, 443)
table-cell: 6 (818, 487, 823, 497)
mowers-hay-rakes: MOWERS, HAY RAKES. (36, 403, 272, 428)
at-label: At (995, 767, 1005, 778)
farm-item-2-price: Price £5 per acre. £3000 cash. (6, 572, 114, 583)
commercial-body: Commercial Papers.—Town (for accounts, etc., only) ½d for 2oz, or 1d for first 4oz, and ½d each succeeding 2oz. Island, 1d for first 4oz, and ½d for each succeeding 2oz. All other places 10z. 2½d, and ½d for every additional 2oz. (Open for inspection) (745, 570, 883, 642)
column-2 (312, 24, 446, 1672)
trade-to: [To THE EDITOR STRATFORD POST.] (321, 68, 437, 89)
fire-title: FIRE IN A COLD MINE. (463, 58, 583, 68)
williams-name: A. G. WILLIAMS, (956, 538, 1044, 549)
farms-subtitle: THAT ARE WORTH BUYING. (81, 472, 227, 483)
dominion-title: "DOMINION STABLES." (606, 225, 730, 236)
postal-rates-heading: POSTAL RATES. (773, 58, 855, 68)
newspaper-advertising-title-2: Advertising (57, 961, 251, 1002)
nelson-sub: GENERAL CARRIERS AND COAL MERCHANTS, (907, 58, 1093, 68)
heat-date: Sydney, January 28. (488, 857, 558, 868)
table-cell: 9 (818, 496, 823, 506)
head-label: Head Mistress: (640, 366, 696, 377)
table-cell: 3 (829, 1025, 834, 1035)
collins-body: BEGS to inform his friends and the general public that he has taken over the above business at Regan Street, and solicits a continuance of the patronage given Mr Rutherford. Every attention. Horses carefully shod. (892, 254, 1108, 296)
heans-box (455, 953, 591, 1074)
table-cell: 1 (781, 451, 786, 461)
